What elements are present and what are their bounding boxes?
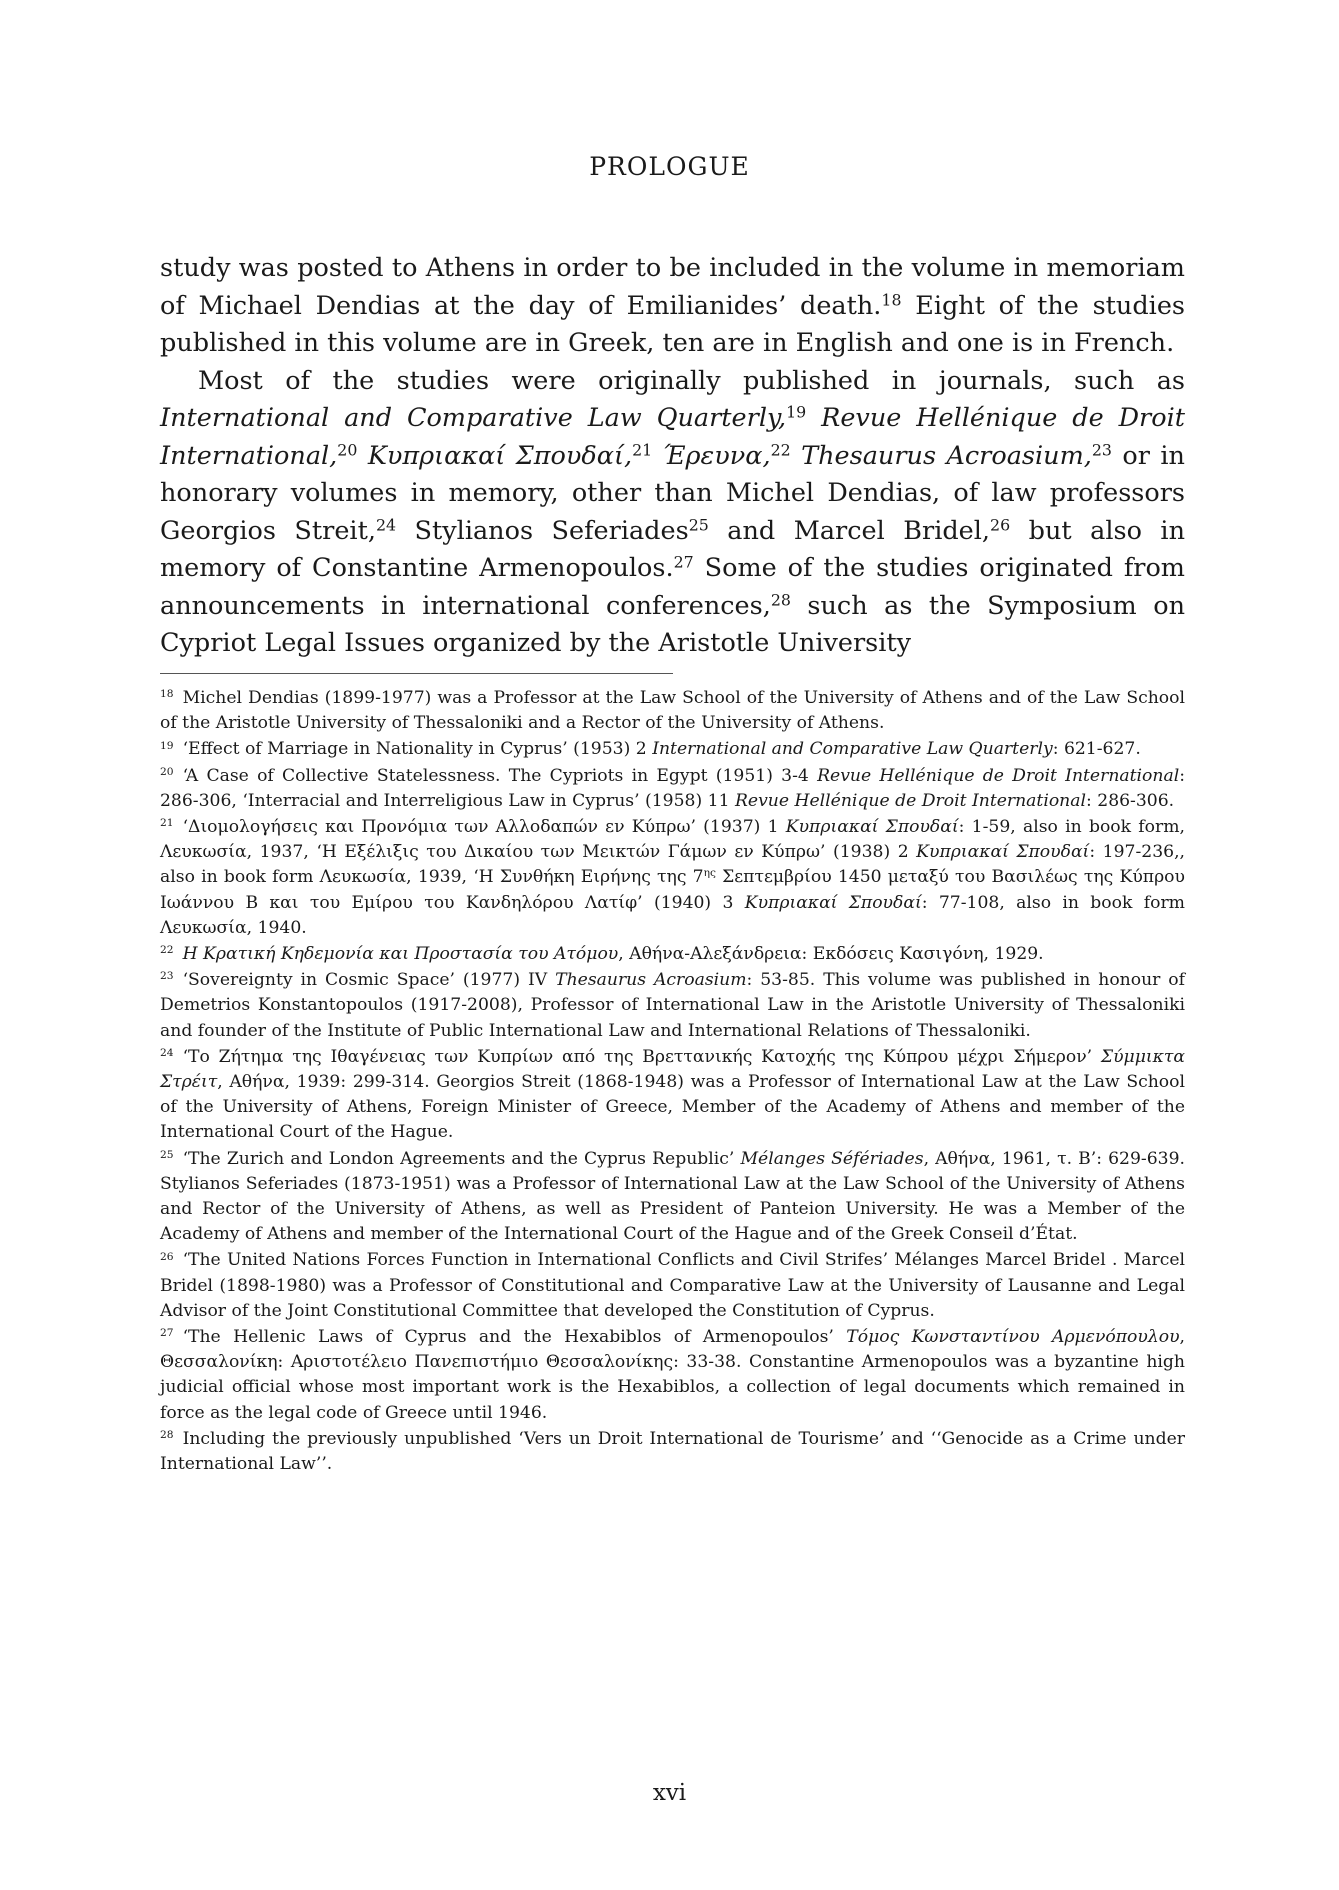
journal-title: International and Comparative Law Quarterly xyxy=(652,739,1053,760)
footnote-21 xyxy=(160,815,1185,941)
footnote-number: 25 xyxy=(160,1147,174,1161)
footnote-text: : 77-108, also in book form Λευκωσία, 1940. xyxy=(160,892,1185,938)
footnote-text: Michel Dendias (1899-1977) was a Professor at the Law School of the University of Athens and of the Law School of the Aristotle University of Thessaloniki and a Rector of the University of Athens. xyxy=(160,688,1185,734)
footnote-number: 22 xyxy=(160,943,174,957)
footnote-ref-20[interactable]: 20 xyxy=(337,439,358,459)
footnote-number: 27 xyxy=(160,1326,174,1340)
text-span: Stylianos Seferiades xyxy=(396,515,689,546)
footnote-number: 21 xyxy=(160,816,174,830)
page-number: xvi xyxy=(652,1780,687,1806)
journal-title: Thesaurus Acroasium xyxy=(555,970,747,991)
footnote-ref-22[interactable]: 22 xyxy=(770,439,791,459)
journal-title: Κυπριακαί Σπουδαί xyxy=(916,842,1090,863)
footnote-text: ‘The Zurich and London Agreements and the Cyprus Republic’ xyxy=(182,1148,741,1169)
book-title: Σύμμικτα Στρέιτ xyxy=(160,1046,1185,1093)
footnote-text: , Αθήνα-Αλεξάνδρεια: Εκδόσεις Κασιγόνη, 1929. xyxy=(618,944,1044,965)
footnote-ref-27[interactable]: 27 xyxy=(673,552,694,572)
footnote-ref-26[interactable]: 26 xyxy=(990,514,1011,534)
paragraph-2 xyxy=(160,363,1185,663)
footnote-text: Including the previously unpublished ‘Vers un Droit International de Tourisme’ and ‘‘Genocide as a Crime under International Law’’. xyxy=(160,1428,1185,1475)
journal-title: Revue Hellénique de Droit International, xyxy=(160,403,1185,471)
footnote-28 xyxy=(160,1427,1185,1477)
text-span: or in honorary volumes in memory, other than Michel Dendias, of law professors Georgios Streit, xyxy=(160,440,1185,546)
footnote-ref-21[interactable]: 21 xyxy=(632,439,653,459)
journal-title: Revue Hellénique de Droit International xyxy=(817,765,1180,786)
footnote-ref-24[interactable]: 24 xyxy=(375,514,397,534)
main-text xyxy=(160,250,1185,663)
book-title: Τόμος Κωνσταντίνου Αρμενόπουλου xyxy=(846,1327,1180,1348)
footnote-ref-28[interactable]: 28 xyxy=(770,589,791,609)
footnote-number: 26 xyxy=(160,1249,174,1263)
footnote-text: ‘Διομολογήσεις και Προνόμια των Αλλοδαπών εν Κύπρω’ (1937) 1 xyxy=(182,817,786,838)
text-span: Some of the studies originated from announcements in international conferences, xyxy=(160,553,1185,621)
running-head: PROLOGUE xyxy=(589,152,750,181)
footnote-20 xyxy=(160,764,1185,814)
book-title: Mélanges Séfériades xyxy=(740,1148,924,1169)
footnote-text: : 1-59, also in book form, Λευκωσία, 1937, ‘Η Εξέλιξις του Δικαίου των Μεικτών Γάμων εν Κύπρω’ (1938) 2 xyxy=(160,817,1185,863)
footnote-text: Σεπτεμβρίου 1450 μεταξύ του Βασιλέως της Κύπρου Ιωάννου Β και του Εμίρου του Κανδηλόρου Λατίφ’ (1940) 3 xyxy=(160,867,1185,913)
text-span: Most of the studies were originally published in journals, such as xyxy=(198,365,1185,396)
footnote-text: ‘Sovereignty in Cosmic Space’ (1977) IV xyxy=(182,970,556,991)
text-span: such as the Symposium on Cypriot Legal Issues organized by the Aristotle University xyxy=(160,590,1185,658)
footnote-ref-19[interactable]: 19 xyxy=(786,402,807,422)
text-span: but also in memory of Constantine Armenopoulos. xyxy=(160,515,1185,583)
footnote-ref-25[interactable]: 25 xyxy=(688,514,709,534)
footnote-number: 28 xyxy=(160,1428,174,1442)
footnote-18 xyxy=(160,686,1185,736)
footnote-24 xyxy=(160,1045,1185,1146)
footnote-text: : 197-236,, also in book form Λευκωσία, 1939, ‘Η Συνθήκη Ειρήνης της 7 xyxy=(160,842,1185,888)
footnote-number: 18 xyxy=(160,687,174,701)
footnote-text: ‘Effect of Marriage in Nationality in Cyprus’ (1953) 2 xyxy=(182,739,653,760)
footnote-23 xyxy=(160,968,1185,1044)
footnote-text: : 53-85. This volume was published in honour of Demetrios Konstantopoulos (1917-2008), Professor of International Law in the Aristotle University of Thessaloniki and founder of the Institute of Public International Law and International Relations of Thessaloniki. xyxy=(160,970,1186,1041)
footnote-19 xyxy=(160,737,1185,762)
footnote-text: , Αθήνα, 1961, τ. Β’: 629-639. Stylianos Seferiades (1873-1951) was a Professor of International Law at the Law School of the University of Athens and Rector of the University of Athens, as well as President of Panteion University. He was a Member of the Academy of Athens and member of the International Court of the Hague and of the Greek Conseil d’État. xyxy=(160,1148,1185,1245)
footnote-text: ‘The United Nations Forces Function in International Conflicts and Civil Strifes’ Mélanges Marcel Bridel . Marcel Bridel (1898-1980) was a Professor of Constitutional and Comparative Law at the University of Lausanne and Legal Advisor of the Joint Constitutional Committee that developed the Constitution of Cyprus. xyxy=(160,1250,1185,1321)
journal-title: Κυπριακαί Σπουδαί xyxy=(785,817,959,838)
journal-title: Revue Hellénique de Droit International xyxy=(734,790,1086,811)
footnote-number: 23 xyxy=(160,969,174,983)
journal-title: Κυπριακαί Σπουδαί xyxy=(744,892,922,913)
footnote-text: , Αθήνα, 1939: 299-314. Georgios Streit (1868-1948) was a Professor of International Law at the Law School of the University of Athens, Foreign Minister of Greece, Member of the Academy of Athens and member of the International Court of the Hague. xyxy=(160,1072,1185,1143)
footnote-number: 24 xyxy=(160,1045,174,1059)
footnote-text: ‘Το Ζήτημα της Ιθαγένειας των Κυπρίων από της Βρεττανικής Κατοχής της Κύπρου μέχρι Σήμερον’ xyxy=(182,1046,1101,1067)
text-span: and Marcel Bridel, xyxy=(708,515,991,546)
footnote-22 xyxy=(160,942,1185,967)
text-span: study was posted to Athens in order to be included in the volume in memoriam of Michael Dendias at the day of Emilianides’ death. xyxy=(160,253,1185,321)
footnote-number: 19 xyxy=(160,738,174,752)
journal-title: Thesaurus Acroasium, xyxy=(790,440,1092,471)
footnote-ref-23[interactable]: 23 xyxy=(1091,439,1112,459)
footnote-number: 20 xyxy=(160,764,174,778)
footnote-27 xyxy=(160,1325,1185,1426)
footnote-text: : 621-627. xyxy=(1052,739,1141,760)
footnote-ref-18[interactable]: 18 xyxy=(881,289,902,309)
footnote-text: ‘A Case of Collective Statelessness. The Cypriots in Egypt (1951) 3-4 xyxy=(182,765,818,786)
footnote-text: : 286-306. xyxy=(1086,790,1175,811)
footnote-25 xyxy=(160,1147,1185,1248)
footnote-text: : 286-306, ‘Interracial and Interreligious Law in Cyprus’ (1958) 11 xyxy=(160,765,1185,811)
journal-title: Κυπριακαί Σπουδαί, xyxy=(357,440,633,471)
book-title: Η Κρατική Κηδεμονία και Προστασία του Ατόμου xyxy=(182,944,619,965)
journal-title: International and Comparative Law Quarterly, xyxy=(160,403,787,433)
footnote-text: ‘The Hellenic Laws of Cyprus and the Hexabiblos of Armenopoulos’ xyxy=(182,1327,847,1348)
footnote-separator xyxy=(160,673,673,674)
footnote-26 xyxy=(160,1248,1185,1324)
text-span: Eight of the studies published in this volume are in Greek, ten are in English and one is in French. xyxy=(160,290,1185,358)
journal-title: Έρευνα, xyxy=(652,440,771,471)
footnote-text: , Θεσσαλονίκη: Αριστοτέλειο Πανεπιστήμιο Θεσσαλονίκης: 33-38. Constantine Armenopoulos was a byzantine high judicial official whose most important work is the Hexabiblos, a collection of legal documents which remained in force as the legal code of Greece until 1946. xyxy=(160,1327,1185,1423)
paragraph-1 xyxy=(160,250,1185,363)
ordinal-suffix: ης xyxy=(703,866,716,880)
footnotes xyxy=(160,686,1185,1478)
